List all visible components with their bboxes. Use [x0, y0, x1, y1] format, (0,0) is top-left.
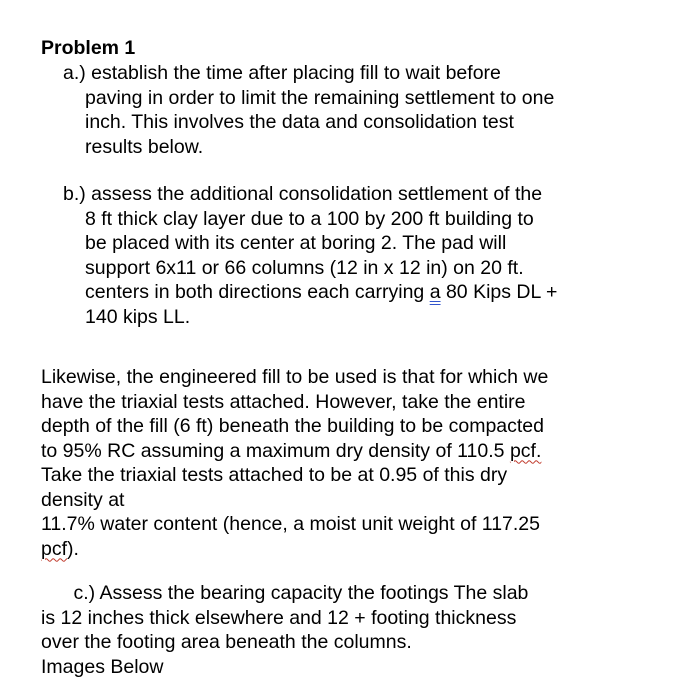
item-b-line [63, 280, 663, 305]
item-b-line5-pre: centers in both directions each carrying [85, 281, 430, 303]
item-a-line: inch. This involves the data and consolidation test [85, 111, 514, 133]
item-b-line: 140 kips LL. [85, 305, 191, 328]
paragraph-line: c.) Assess the bearing capacity the footings The slab [41, 582, 529, 604]
paragraph-line: Images Below [41, 655, 164, 678]
grammar-marked-word: a [429, 281, 441, 303]
paragraph-line: Likewise, the engineered fill to be used is that for which we [41, 366, 549, 388]
item-b-line: b.) assess the additional consolidation settlement of the [63, 183, 543, 205]
paragraph-line: is 12 inches thick elsewhere and 12 + footing thickness [41, 606, 517, 629]
paragraph-line: density at [41, 488, 125, 511]
item-b-line: be placed with its center at boring 2. The pad will [85, 232, 507, 254]
paragraph-line: over the footing area beneath the columns. [41, 631, 412, 653]
paragraph-line [41, 537, 651, 562]
paragraph-line [41, 439, 651, 464]
item-b-line5-post: 80 Kips DL + [440, 281, 558, 303]
problem-title: Problem 1 [41, 37, 136, 59]
item-b-line: 8 ft thick clay layer due to a 100 by 200 ft building to [85, 207, 534, 230]
item-a [63, 61, 663, 159]
spelling-marked-word: pcf [41, 537, 68, 560]
item-a-line: results below. [85, 135, 204, 158]
item-b-line: support 6x11 or 66 columns (12 in x 12 in) on 20 ft. [85, 256, 524, 279]
item-b [63, 182, 663, 329]
spelling-marked-word: pcf. [509, 439, 542, 462]
paragraph-line: have the triaxial tests attached. However, take the entire [41, 390, 526, 413]
paragraph-bearing [41, 581, 651, 679]
paragraph-fill [41, 365, 651, 561]
para1-line4-pre: to 95% RC assuming a maximum dry density of 110.5 [41, 439, 510, 462]
paragraph-line: depth of the fill (6 ft) beneath the building to be compacted [41, 415, 545, 437]
item-a-line: paving in order to limit the remaining settlement to one [85, 86, 555, 109]
item-a-line: a.) establish the time after placing fill to wait before [63, 62, 501, 84]
para1-line8-post: ). [67, 537, 79, 560]
paragraph-line: Take the triaxial tests attached to be at 0.95 of this dry [41, 464, 508, 486]
paragraph-line: 11.7% water content (hence, a moist unit weight of 117.25 [41, 513, 540, 535]
